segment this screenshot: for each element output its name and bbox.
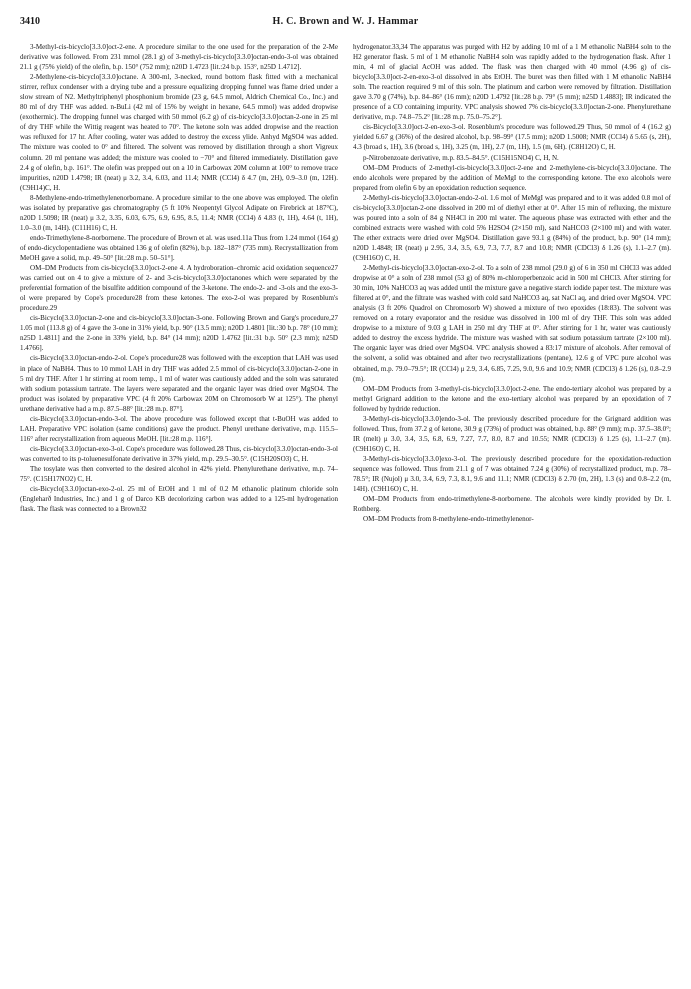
paragraph: 8-Methylene-endo-trimethylenenorbornane. A procedure similar to the one above was employed. The olefin was isolated by preparative gas chromatography (5 ft 10% Neopentyl Glycol Adipate on Firebrick at 187°C), n20D 1.5098; IR (neat) μ 3.2, 3.35, 6.03, 6.75, 6.9, 6.95, 8.5, 11.4; NMR (CCl4) δ 4.83 (t, 1H), 4.64 (t, 1H), 1.0–3.0 (m, 14H). (C11H16) C, H. [20,193,338,232]
paragraph: 2-Methyl-cis-bicyclo[3.3.0]octan-exo-2-ol. To a soln of 238 mmol (29.0 g) of 6 in 350 ml CHCl3 was added dropwise at 0° a soln of 238 mmol (53 g) of 80% m-chloroperbenzoic acid in 500 ml CHCl3. After stirring for 30 min, 10% NaHCO3 aq was added until the mixture gave a negative starch iodide paper test. The mixture was filtered at 0°, and the filtrate was washed with cold satd NaHCO3 aq, sat NaCl aq, and dried over MgSO4. VPC analysis (3 ft 20% Quadrol on Chromosorb W) showed a mixture of two epoxides (18:83). The solvent was removed on a rotary evaporator and the residue was dissolved in 100 ml of dry THF. This soln was added dropwise to a mixture of 9.03 g LAH in 250 ml dry THF at 0°. After stirring for 1 hr, water was cautiously added to destroy the excess hydride. The mixture was washed with sat sodium potassium tartrate (2×100 ml). The organic layer was dried over MgSO4. VPC analysis showed a 83:17 mixture of alcohols. After removal of the solvent, a solid was obtained and after two recrystallizations (pentane), 12.6 g of VPC pure alcohol was obtained, m.p. 79.0–79.5°; IR (CCl4) μ 2.9, 3.4, 6.85, 7.25, 9.0, 9.6 and 10.9; NMR (CDCl3) δ 1.26 (s), 0.8–2.9 (m). [353,264,671,383]
paragraph: OM–DM Products of 2-methyl-cis-bicyclo[3.3.0]oct-2-ene and 2-methylene-cis-bicyclo[3.3.0]octane. The endo alcohols were prepared by the addition of MeMgI to the corresponding ketone. The exo alcohols were prepared from olefin 6 by an epoxidation reduction sequence. [353,163,671,192]
running-title: H. C. Brown and W. J. Hammar [272,16,419,27]
paragraph: cis-Bicyclo[3.3.0]octan-endo-3-ol. The above procedure was followed except that t-BuOH was added to LAH. Preparative VPC isolation (same conditions) gave the product. Phenyl urethane derivative, m.p. 115.5–116° after recrystallization from aqueous MeOH. [lit.:28 m.p. 116°]. [20,414,338,443]
paragraph: 3-Methyl-cis-bicyclo[3.3.0]oct-2-ene. A procedure similar to the one used for the preparation of the 2-Me derivative was followed. From 231 mmol (28.1 g) of 3-methyl-cis-bicyclo[3.3.0]octan-endo-3-ol was obtained 21.1 g (75% yield) of the olefin, b.p. 150° (752 mm); n20D 1.4723 [lit.:24 b.p. 153°, n25D 1.4712]. [20,43,338,72]
paragraph: 3-Methyl-cis-bicyclo[3.3.0]endo-3-ol. The previously described procedure for the Grignard addition was followed. Thus, from 37.2 g of ketone, 30.9 g (73%) of product was obtained, b.p. 88° (9 mm); m.p. 37.5–38.0°; IR (melt) μ 3.0, 3.4, 3.5, 6.8, 6.9, 7.27, 7.7, 8.0, 8.7 and 10.55; NMR (CDCl3) δ 1.25 (s), 1.1–2.7 (m). (C9H16O) C, H. [353,414,671,453]
left-column [20,42,338,524]
paragraph: cis-Bicyclo[3.3.0]oct-2-en-exo-3-ol. Rosenblum's procedure was followed.29 Thus, 50 mmol of 4 (16.2 g) yielded 6.67 g (36%) of the desired alcohol, b.p. 98–99° (17.5 mm); n20D 1.5008; NMR (CCl4) δ 5.65 (s, 2H), 4.3 (broad s, 1H), 3.6 (broad s, 1H), 3.25 (m, 1H), 2.7 (m, 1H), 1.5 (m, 6H). (C8H12O) C, H. [353,123,671,152]
paragraph: 3-Methyl-cis-bicyclo[3.3.0]exo-3-ol. The previously described procedure for the epoxidation-reduction sequence was followed. Thus from 21.1 g of 7 was obtained 7.24 g (30%) of recrystallized product, m.p. 78–78.5°; IR (Nujol) μ 3.0, 3.4, 6.9, 7.3, 8.1, 9.6 and 11.1; NMR (CDCl3) δ 2.70 (m, 2H), 1.3 (s) and 0.8–2.2 (m, 14H). (C9H16O) C, H. [353,454,671,494]
paragraph: p-Nitrobenzoate derivative, m.p. 83.5–84.5°. (C15H15NO4) C, H, N. [363,153,559,162]
paragraph: cis-Bicyclo[3.3.0]octan-exo-3-ol. Cope's procedure was followed.28 Thus, cis-bicyclo[3.3.0]octan-endo-3-ol was converted to its p-toluenesulfonate derivative in 37% yield, m.p. 29.5–30.5°. (C15H20SO3) C, H. [20,444,338,463]
right-column [353,42,671,524]
paragraph: OM–DM Products from 3-methyl-cis-bicyclo[3.3.0]oct-2-ene. The endo-tertiary alcohol was prepared by a methyl Grignard addition to the ketone and the exo-tertiary alcohol was prepared by an epoxidation of 7 followed by hydride reduction. [353,384,671,413]
paragraph: cis-Bicyclo[3.3.0]octan-endo-2-ol. Cope's procedure28 was followed with the exception that LAH was used in place of NaBH4. Thus to 10 mmol LAH in dry THF was added 2.5 mmol of cis-bicyclo[3.3.0]octan-2-one in 5 ml dry THF. After 1 hr stirring at room temp., 1 ml of water was cautiously added and the soln was saturated with sodium potassium tartrate. The layers were separated and the organic layer was dried over MgSO4. The product was isolated by preparative VPC (4 ft 20% Carbowax 20M on Chromosorb W at 125°). The phenyl urethane derivative had a m.p. 87.5–88° [lit.:28 m.p. 87°]. [20,354,338,413]
paragraph: OM–DM Products from cis-bicyclo[3.3.0]oct-2-ene 4. A hydroboration–chromic acid oxidation sequence27 was carried out on 4 to give a mixture of 2- and 3-cis-bicyclo[3.3.0]octanones which were separated by the preferential formation of the bisulfite addition compound of the 3-ketone. The endo-2- and -3-ols and the exo-3-ol were prepared by Cope's procedure28 from these ketones. The exo-2-ol was prepared by Rosenblum's procedure.29 [20,264,338,313]
paragraph: 2-Methyl-cis-bicyclo[3.3.0]octan-endo-2-ol. 1.6 mol of MeMgI was prepared and to it was added 0.8 mol of cis-bicyclo[3.3.0]octan-2-one dissolved in 200 ml of diethyl ether at 0°. After 15 min of refluxing, the mixture was poured into a soln of 84 g NH4Cl in 200 ml water. The aqueous phase was extracted with ether and the combined extracts were washed with cold 5% H2SO4 (2×150 ml), satd NaHCO3 (2×100 ml) and with water. The ether extracts were dried over MgSO4. Distillation gave 93.1 g (84%) of the product, b.p. 90° (14 mm); n20D 1.4848; IR (neat) μ 2.95, 3.4, 3.5, 6.9, 7.3, 7.7, 8.7 and 10.8; NMR (CDCl3) δ 1.26 (s), 1.1–2.7 (m). (C9H16O) C, H. [353,193,671,262]
paragraph: The tosylate was then converted to the desired alcohol in 42% yield. Phenylurethane derivative, m.p. 74–75°. (C15H17NO2) C, H. [20,464,338,484]
paragraph: OM–DM Products from 8-methylene-endo-trimethylenenor- [363,515,534,524]
running-header [20,12,671,32]
paragraph: hydrogenator.33,34 The apparatus was purged with H2 by adding 10 ml of a 1 M ethanolic NaBH4 soln to the H2 generator flask. 5 ml of 1 M ethanolic NaBH4 soln was rapidly added to the hydrogenation flask. After 1 min, 4 ml of glacial AcOH was added. The flask was then charged with 40 mmol (4.96 g) of cis-bicyclo[3.3.0]oct-2-en-exo-3-ol dissolved in abs EtOH. The buret was then filled with 1 M ethanolic NaBH4 soln. The reaction required 9 ml of this soln. The platinum and carbon were removed by filtration. Distillation gave 3.70 g (74%), b.p. 84–86° (16 mm); n20D 1.4792 [lit.:28 b.p. 79° (5 mm); n25D 1.4883]; IR indicated the presence of a CO containing impurity. VPC analysis showed 7% cis-bicyclo[3.3.0]octan-2-one. Phenylurethane derivative, m.p. 74.8–75.2° [lit.:28 m.p. 75.0–75.2°]. [353,43,671,122]
paragraph: endo-Trimethylene-8-norbornene. The procedure of Brown et al. was used.11a Thus from 1.24 mmol (164 g) of endo-dicyclopentadiene was obtained 136 g of olefin (82%), b.p. 182–187° (735 mm). Recrystallization from MeOH gave a solid, m.p. 49–50° [lit.:28 m.p. 50–51°]. [20,233,338,262]
paragraph: cis-Bicyclo[3.3.0]octan-exo-2-ol. 25 ml of EtOH and 1 ml of 0.2 M ethanolic platinum chloride soln (Engleharð Industries, Inc.) and 1 g of Darco KB decolorizing carbon was added to a 125-ml hydrogenation flask. The flask was connected to a Brown32 [20,485,338,514]
paragraph: OM–DM Products from endo-trimethylene-8-norbornene. The alcohols were kindly provided by Dr. I. Rothberg. [353,495,671,514]
paragraph: cis-Bicyclo[3.3.0]octan-2-one and cis-bicyclo[3.3.0]octan-3-one. Following Brown and Garg's procedure,27 1.05 mol (113.8 g) of 4 gave the 3-one in 31% yield, b.p. 90° (13.5 mm); n20D 1.4801 [lit.:30 b.p. 78° (10 mm); n25D 1.4811] and the 2-one in 33% yield, b.p. 84° (14 mm); n20D 1.4762 [lit.:31 b.p. 50° (2.3 mm); n25D 1.4766]. [20,314,338,353]
page-number: 3410 [20,16,40,27]
paragraph: 2-Methylene-cis-bicyclo[3.3.0]octane. A 300-ml, 3-necked, round bottom flask fitted with a mechanical stirrer, reflux condenser with a drying tube and a pressure equalizing dropping funnel was flame dried under a slow stream of N2. Methyltriphenyl phosphonium bromide (23 g, 64.5 mmol, Aldrich Chemical Co., Inc.) and 80 ml of dry THF was added. n-BuLi (42 ml of 15% by weight in hexane, 64.5 mmol) was added dropwise (exothermic). The dropping funnel was charged with 50 mmol (6.2 g) of cis-bicyclo[3.3.0]octan-2-one in 25 ml of dry THF while the Wittig reagent was heated to 70°. The ketone soln was added dropwise and the reaction was refluxed for 17 hr. After cooling, water was added to destroy the excess ylide. Anhyd MgSO4 was added. The mixture was cooled to 0° and filtered. The solvent was removed by distillation through a short Vigreux column. 20 ml pentane was added; the mixture was cooled to −70° and filtered immediately. Distillation gave 2.4 g of olefin, b.p. 161°. The olefin was prepped out on a 10 in Carbowax 20M column at 100° to remove trace impurities, n20D 1.4798; IR (neat) μ 3.2, 3.4, 6.03, and 11.4; NMR (CCl4) δ 4.7 (m, 2H), 0.9–3.0 (m, 12H). (C9H14)C, H. [20,73,338,192]
article-body [20,42,671,524]
